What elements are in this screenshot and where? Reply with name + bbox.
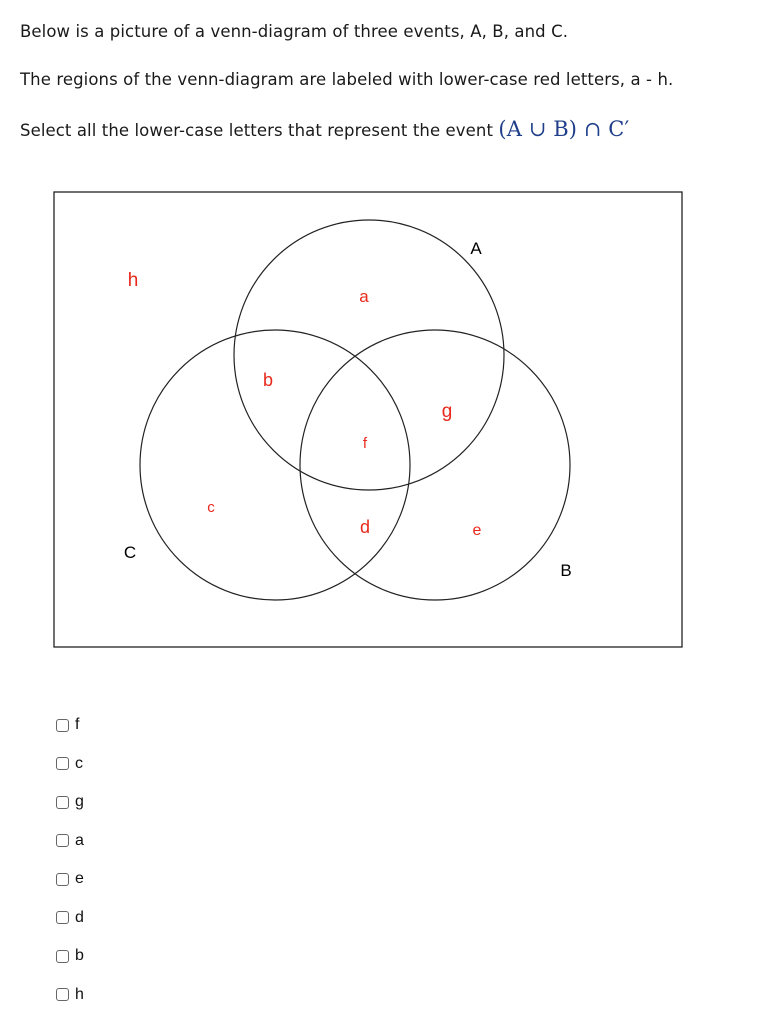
region-label-h: h bbox=[127, 270, 139, 291]
option-label: e bbox=[75, 870, 84, 887]
region-label-f: f bbox=[362, 435, 368, 452]
circle-b bbox=[300, 330, 570, 600]
option-a[interactable] bbox=[56, 830, 84, 852]
question-text: Select all the lower-case letters that represent the event bbox=[20, 121, 494, 140]
option-checkbox[interactable] bbox=[56, 873, 69, 886]
region-label-e: e bbox=[472, 522, 482, 539]
option-checkbox[interactable] bbox=[56, 834, 69, 847]
option-h[interactable] bbox=[56, 984, 84, 1006]
set-label-c: C bbox=[123, 543, 137, 562]
region-label-d: d bbox=[359, 517, 371, 537]
event-expression: (A ∪ B) ∩ C′ bbox=[498, 117, 630, 141]
region-label-c: c bbox=[207, 499, 215, 516]
region-label-g: g bbox=[441, 401, 453, 422]
option-d[interactable] bbox=[56, 907, 84, 929]
region-label-b: b bbox=[262, 370, 274, 390]
option-label: c bbox=[75, 754, 83, 772]
option-checkbox[interactable] bbox=[56, 911, 69, 924]
option-checkbox[interactable] bbox=[56, 950, 69, 963]
option-checkbox[interactable] bbox=[56, 757, 69, 770]
option-label: a bbox=[75, 831, 84, 849]
option-label: g bbox=[75, 793, 84, 810]
option-e[interactable] bbox=[56, 868, 84, 890]
option-checkbox[interactable] bbox=[56, 796, 69, 809]
circle-c bbox=[140, 330, 410, 600]
option-checkbox[interactable] bbox=[56, 988, 69, 1001]
option-label: b bbox=[75, 947, 84, 964]
option-c[interactable] bbox=[56, 753, 83, 775]
circle-a bbox=[234, 220, 504, 490]
option-label: d bbox=[75, 908, 84, 926]
set-label-b: B bbox=[560, 561, 572, 580]
option-g[interactable] bbox=[56, 791, 84, 813]
question-line-2: The regions of the venn-diagram are labeled with lower-case red letters, a - h. bbox=[20, 70, 674, 89]
question-line-1: Below is a picture of a venn-diagram of three events, A, B, and C. bbox=[20, 22, 569, 41]
option-f[interactable] bbox=[56, 714, 79, 736]
option-checkbox[interactable] bbox=[56, 719, 69, 732]
set-label-a: A bbox=[470, 239, 482, 258]
option-label: f bbox=[75, 716, 80, 733]
region-label-a: a bbox=[359, 287, 369, 306]
option-b[interactable] bbox=[56, 945, 84, 967]
option-label: h bbox=[75, 985, 84, 1003]
